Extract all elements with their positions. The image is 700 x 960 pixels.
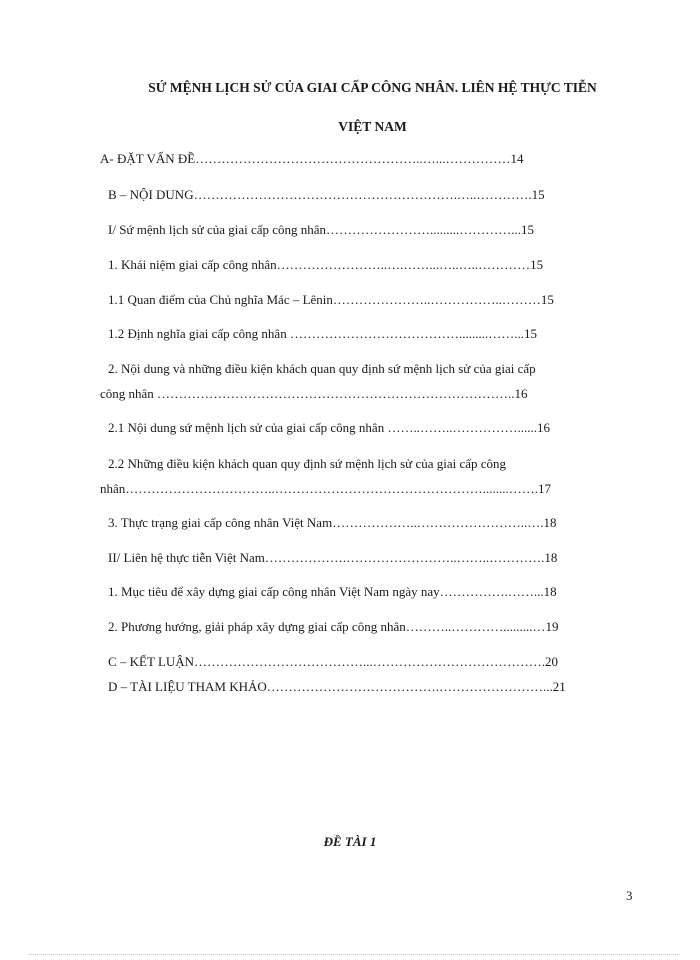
- toc-entry-noi-dung-dieu-kien: 2. Nội dung và những điều kiện khách quan quy định sứ mệnh lịch sử của giai cấp: [108, 361, 536, 376]
- toc-entry-nhung-dieu-kien-cont: nhân……………………………..…………………………………………........…….17: [100, 481, 552, 496]
- toc-entry-nhung-dieu-kien: 2.2 Những điều kiện khách quan quy định sứ mệnh lịch sử của giai cấp công: [108, 456, 507, 471]
- toc-entry-tai-lieu: D – TÀI LIỆU THAM KHẢO………………………………….……………………...21: [108, 679, 566, 694]
- toc-entry-khai-niem: 1. Khái niệm giai cấp công nhân……………………..….……...…..…..…………15: [108, 257, 544, 272]
- toc-entry-phuong-huong: 2. Phương hướng, giải pháp xây dựng giai cấp công nhân………..………….........…19: [108, 619, 559, 634]
- toc-entry-noi-dung-su-menh: 2.1 Nội dung sứ mệnh lịch sử của giai cấp công nhân ……..……..……………......16: [108, 420, 550, 435]
- toc-entry-noi-dung-dieu-kien-cont: công nhân ………………………………………………………………………..16: [100, 386, 528, 401]
- toc-entry-thuc-trang: 3. Thực trạng giai cấp công nhân Việt Nam………………..……………………..….18: [108, 515, 557, 530]
- toc-entry-dat-van-de: A- ĐẶT VẤN ĐỀ……………………………………………..…...……………14: [100, 151, 524, 166]
- document-title-line-1: SỨ MỆNH LỊCH SỬ CỦA GIAI CẤP CÔNG NHÂN. LIÊN HỆ THỰC TIỄN: [148, 80, 597, 95]
- toc-entry-lien-he: II/ Liên hệ thực tiễn Việt Nam……………….……………………..……..………….18: [108, 550, 558, 565]
- page-bottom-divider: [28, 954, 680, 955]
- toc-entry-su-menh: I/ Sứ mệnh lịch sử của giai cấp công nhân…………………….........…………...15: [108, 222, 535, 237]
- page-number: 3: [626, 888, 633, 903]
- toc-entry-quan-diem: 1.1 Quan điểm của Chủ nghĩa Mác – Lênin…………………..……………..………15: [108, 292, 554, 307]
- document-title-line-2: VIỆT NAM: [338, 119, 407, 134]
- toc-entry-noi-dung: B – NỘI DUNG…………………………………………………….…..………….15: [108, 187, 545, 202]
- toc-entry-dinh-nghia: 1.2 Định nghĩa giai cấp công nhân ………………………………….........……...15: [108, 326, 537, 341]
- footer-title: ĐỀ TÀI 1: [323, 834, 377, 849]
- toc-entry-ket-luan: C – KẾT LUẬN…………………………………...………………………………….20: [108, 654, 559, 669]
- toc-entry-muc-tieu: 1. Mục tiêu để xây dựng giai cấp công nhân Việt Nam ngày nay…………….……...18: [108, 584, 557, 599]
